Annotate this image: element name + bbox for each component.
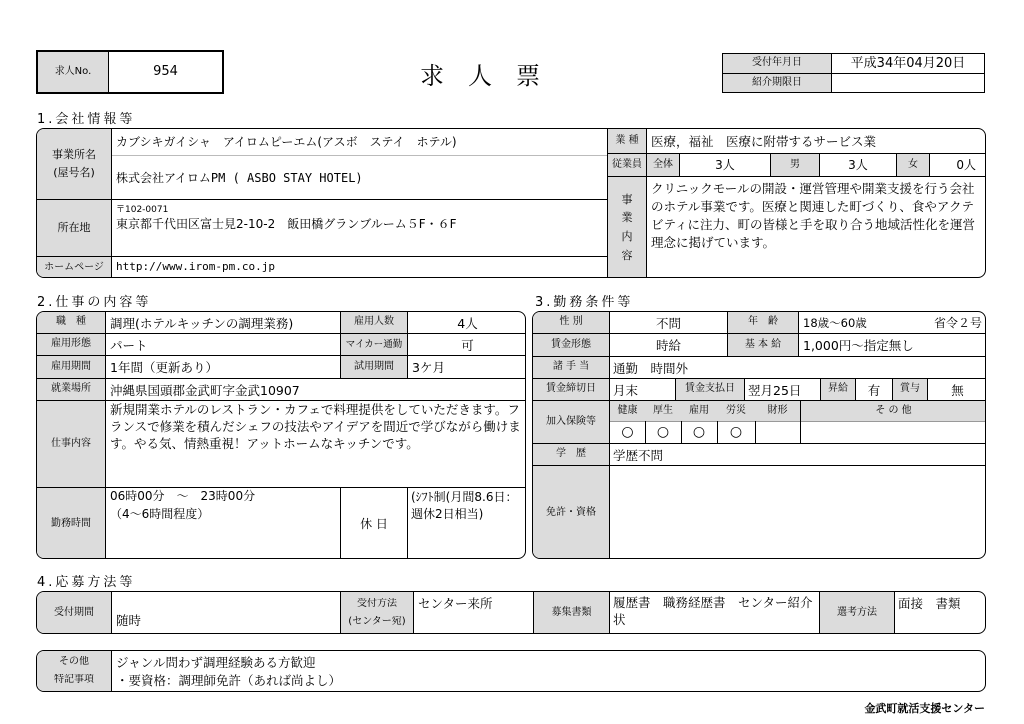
shokai-label: 紹介期限日 (723, 74, 831, 93)
education-label: 学 歴 (533, 444, 609, 465)
selection-method: 面接 書類 (898, 596, 961, 611)
reception-box (722, 53, 985, 93)
job-content: 新規開業ホテルのレストラン・カフェで料理提供をしていただきます。フランスで修業を積んだシェフの技法やアイデアを間近で学びながら働けます。やる気、情熱重視！アットホームなキッチンです。 (110, 402, 521, 451)
job-box (36, 311, 526, 559)
holiday: (ｼﾌﾄ制(月間8.6日：週休2日相当) (411, 490, 518, 521)
selection-label: 選考方法 (820, 592, 894, 634)
bonus: 無 (951, 383, 964, 398)
app-period-label: 受付期間 (37, 592, 111, 634)
company-kana: カブシキガイシャ アイロムピーエム(アスボ ステイ ホテル) (116, 135, 457, 149)
place-label: 就業場所 (37, 379, 105, 400)
docs-label: 募集書類 (534, 592, 609, 634)
employment-period: 1年間（更新あり） (110, 360, 218, 375)
raise: 有 (867, 383, 881, 398)
job-title: 調理(ホテルキッチンの調理業務) (110, 316, 294, 331)
company-name: 株式会社アイロムPM ( ASBO STAY HOTEL) (116, 171, 363, 185)
insurance-header-4: 財形 (755, 401, 800, 421)
age-label: 年 齢 (728, 312, 798, 333)
closing-label: 賃金締切日 (533, 379, 609, 400)
notes-line-1: ジャンル問わず調理経験ある方歓迎 (116, 655, 316, 670)
notes-label-1: その他 (59, 656, 89, 667)
insurance-label: 加入保険等 (533, 401, 609, 443)
homepage-url: http://www.irom-pm.co.jp (116, 260, 275, 273)
content-label: 仕事内容 (37, 401, 105, 487)
insurance-value-0: ○ (621, 424, 634, 440)
section-conditions-title: 3.勤務条件等 (535, 295, 634, 310)
app-period: 随時 (116, 613, 142, 628)
closing-day: 月末 (613, 383, 639, 398)
section-company-title: 1.会社情報等 (37, 112, 136, 127)
payday-label: 賃金支払日 (676, 379, 744, 400)
kyujin-no-label: 求人No. (38, 52, 108, 92)
company-box (36, 128, 986, 278)
industry-label: 業 種 (608, 129, 646, 153)
section-application-title: 4.応募方法等 (37, 575, 136, 590)
car-commute-label: マイカー通勤 (341, 334, 407, 355)
bonus-label: 賞与 (893, 379, 927, 400)
insurance-header-0: 健康 (610, 401, 645, 421)
hires: 4人 (457, 316, 478, 331)
postal-code: 〒102-0071 (116, 205, 169, 215)
allowance-label: 諸 手 当 (533, 357, 609, 378)
app-method-label-sub: (センター宛) (348, 616, 406, 627)
app-method: センター来所 (418, 596, 493, 611)
notes-box (36, 650, 986, 692)
job-title-label: 職 種 (37, 312, 105, 333)
trial-period: 3ケ月 (412, 360, 445, 375)
total-count: 3人 (715, 158, 735, 172)
notes-label-2: 特記事項 (54, 674, 94, 685)
kyujin-no-box (36, 50, 224, 94)
work-place: 沖縄県国頭郡金武町字金武10907 (110, 383, 300, 398)
period-label: 雇用期間 (37, 356, 105, 378)
insurance-header-3: 労災 (717, 401, 755, 421)
homepage-label: ホームページ (37, 257, 111, 278)
female-count: 0人 (956, 158, 976, 172)
sex-label: 性 別 (533, 312, 609, 333)
business-label: 事 業 内 容 (608, 177, 646, 278)
license-label: 免許・資格 (533, 466, 609, 559)
uketsuke-label: 受付年月日 (723, 54, 831, 73)
holiday-label: 休 日 (360, 517, 388, 531)
payday: 翌月25日 (748, 383, 802, 398)
work-hours-line1: 06時00分 ～ 23時00分 (110, 489, 256, 503)
page-title: 求 人 票 (420, 62, 540, 90)
employment-type-label: 雇用形態 (37, 334, 105, 355)
app-method-label-main: 受付方法 (357, 598, 397, 609)
employment-type: パート (110, 338, 148, 353)
section-job-title: 2.仕事の内容等 (37, 295, 152, 310)
wage-type-label: 賃金形態 (533, 334, 609, 356)
work-hours-line2: （4～6時間程度） (110, 507, 210, 521)
address: 東京都千代田区富士見2-10-2 飯田橋グランブルーム５F・６F (116, 217, 457, 231)
address-label: 所在地 (37, 200, 111, 256)
insurance-header-2: 雇用 (681, 401, 717, 421)
industry: 医療，福祉 医療に附帯するサービス業 (651, 134, 877, 149)
insurance-value-3: ○ (729, 424, 743, 440)
sex: 不問 (655, 316, 681, 331)
kyujin-no: 954 (153, 64, 178, 79)
insurance-value-2: ○ (692, 424, 706, 440)
base-salary: 1,000円～指定無し (803, 338, 914, 353)
male-count: 3人 (848, 158, 868, 172)
base-salary-label: 基 本 給 (728, 334, 798, 356)
employees-label: 従業員 (608, 154, 646, 176)
application-box (36, 591, 986, 634)
conditions-box (532, 311, 986, 559)
hires-label: 雇用人数 (341, 312, 407, 333)
notes-line-2: ・要資格：調理師免許（あれば尚よし） (116, 673, 342, 688)
wage-type: 時給 (655, 338, 681, 353)
application-docs: 履歴書 職務経歴書 センター紹介状 (613, 595, 813, 627)
female-label: 女 (897, 154, 929, 176)
uketsuke-value: 平成34年04月20日 (850, 56, 966, 71)
footer-org: 金武町就活支援センター (864, 702, 985, 715)
trial-label: 試用期間 (341, 356, 407, 378)
hours-label: 勤務時間 (37, 488, 105, 559)
raise-label: 昇給 (821, 379, 855, 400)
insurance-header-1: 厚生 (645, 401, 681, 421)
business-description: クリニックモールの開設・運営管理や開業支援を行う会社のホテル事業です。医療と関連した町づくり、食やアクテビティに注力、町の皆様と手を取り合う地域活性化を運営理念に掲げています。 (651, 181, 976, 251)
education: 学歴不問 (613, 448, 664, 463)
car-commute: 可 (461, 338, 474, 353)
male-label: 男 (771, 154, 819, 176)
allowance: 通勤 時間外 (613, 361, 689, 376)
age: 18歳～60歳 (803, 316, 867, 330)
age-note: 省令２号 (933, 316, 982, 330)
company-name-label: 事業所名 (屋号名) (37, 129, 111, 199)
total-label: 全体 (647, 154, 679, 176)
insurance-other-label: そ の 他 (800, 401, 986, 421)
insurance-value-1: ○ (656, 424, 670, 440)
